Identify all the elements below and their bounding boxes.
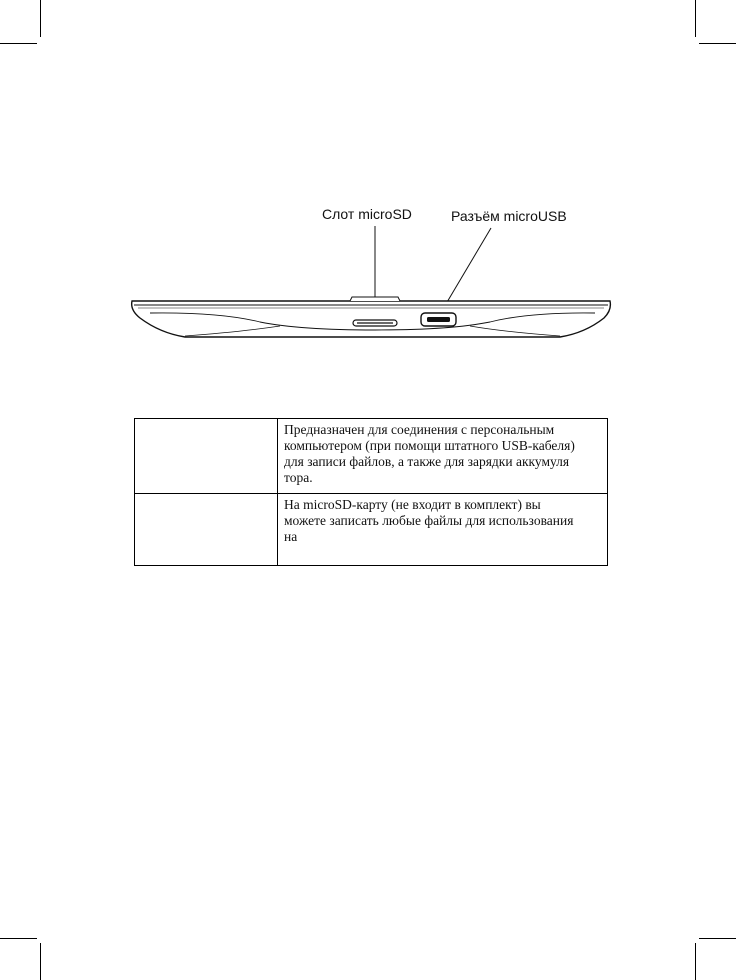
description-line: Предназначен для соединения с персональным (284, 422, 555, 437)
table-row (135, 419, 608, 494)
port-name-cell (135, 494, 278, 566)
device-bottom-edge-figure (0, 0, 736, 360)
port-description-cell (278, 419, 608, 494)
table-row (135, 494, 608, 566)
description-line: можете записать любые файлы для использования (284, 513, 574, 528)
ports-table (134, 418, 608, 566)
port-description-cell (278, 494, 608, 566)
crop-mark (695, 943, 696, 980)
device-body (132, 301, 611, 337)
description-line: тора. (284, 470, 313, 485)
port-name-cell (135, 419, 278, 494)
microsd-slot-callout: Слот microSD (322, 206, 412, 222)
microusb-port-callout: Разъём microUSB (451, 208, 567, 224)
description-line: компьютером (при помощи штатного USB-кабеля) (284, 438, 575, 453)
crop-mark (699, 938, 736, 939)
description-line: для записи файлов, а также для зарядки аккумуля (284, 454, 570, 469)
description-line: на (284, 529, 298, 544)
crop-mark (40, 943, 41, 980)
description-line: На microSD-карту (не входит в комплект) вы (284, 497, 541, 512)
crop-mark (0, 938, 37, 939)
device-drawing (0, 0, 736, 360)
